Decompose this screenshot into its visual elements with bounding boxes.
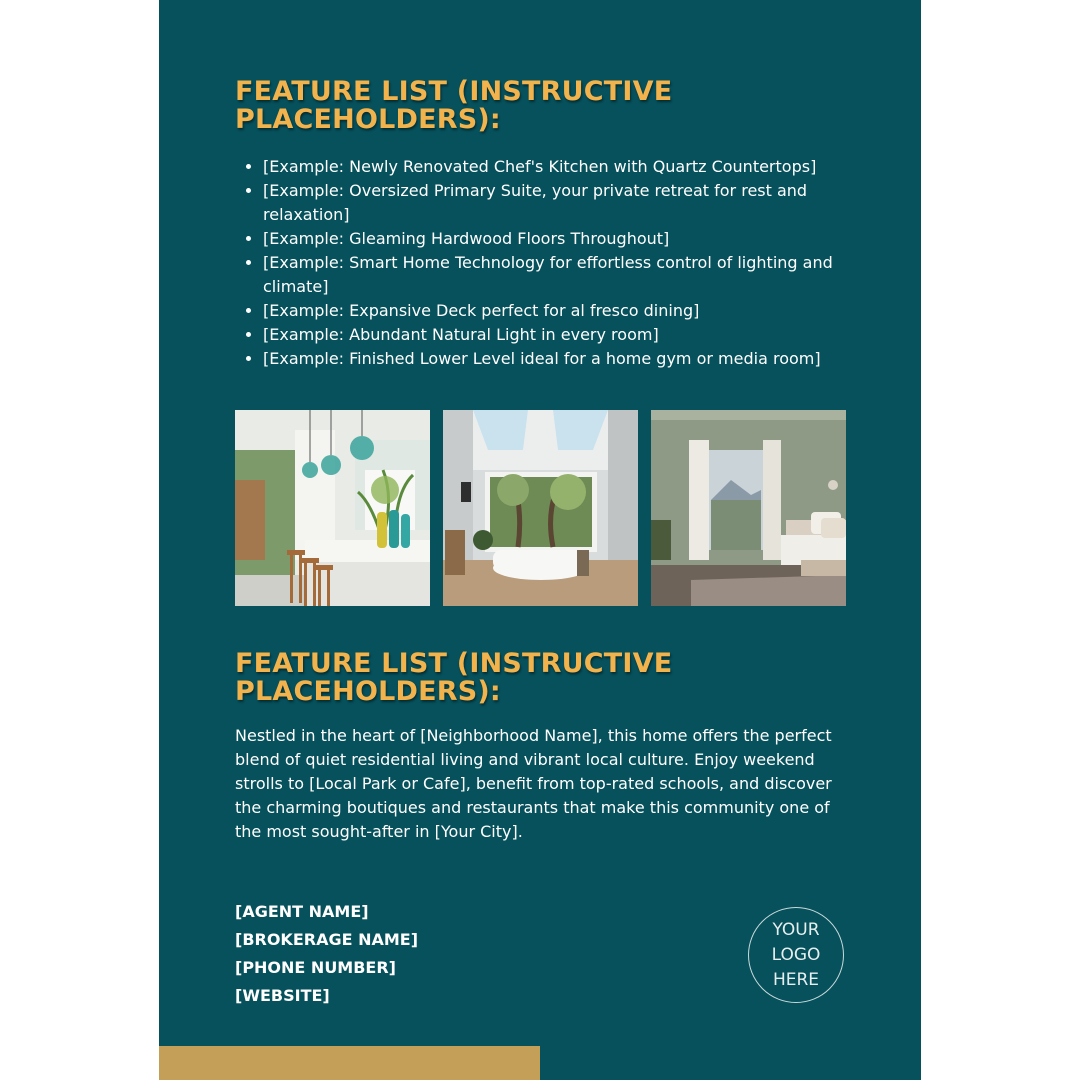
neighborhood-heading: FEATURE LIST (INSTRUCTIVE PLACEHOLDERS): [235,648,673,707]
logo-placeholder [748,907,844,1003]
kitchen-photo [235,410,430,606]
bedroom-photo [651,410,846,606]
list-item: • [Example: Abundant Natural Light in every room] [263,323,863,347]
list-item: • [Example: Oversized Primary Suite, your private retreat for rest and relaxation] [263,179,863,227]
list-item: • [Example: Newly Renovated Chef's Kitchen with Quartz Countertops] [263,155,863,179]
logo-text-line: HERE [772,969,820,990]
logo-text-line: LOGO [771,944,821,965]
list-item: • [Example: Finished Lower Level ideal for a home gym or media room] [263,347,863,371]
website: [WEBSITE] [235,986,330,1005]
phone-number: [PHONE NUMBER] [235,958,396,977]
contact-info [235,898,418,1010]
accent-bar [159,1046,540,1080]
bathroom-photo [443,410,638,606]
logo-text-line: YOUR [772,919,820,940]
brokerage-name: [BROKERAGE NAME] [235,930,419,949]
list-item: • [Example: Smart Home Technology for effortless control of lighting and climate] [263,251,863,299]
neighborhood-paragraph: Nestled in the heart of [Neighborhood Name], this home offers the perfect blend of quiet residential living and vibrant local culture. Enjoy weekend strolls to [Local Park or Cafe], benefit from top-rated schools, and discover the charming boutiques and restaurants that make this community one of the most sought-after in [Your City]. [235,726,832,841]
agent-name: [AGENT NAME] [235,902,369,921]
flyer-page [159,0,921,1080]
list-item: • [Example: Gleaming Hardwood Floors Throughout] [263,227,863,251]
list-item: • [Example: Expansive Deck perfect for al fresco dining] [263,299,863,323]
feature-list-heading: FEATURE LIST (INSTRUCTIVE PLACEHOLDERS): [235,76,673,135]
feature-list [235,155,863,371]
photo-gallery [235,410,846,606]
